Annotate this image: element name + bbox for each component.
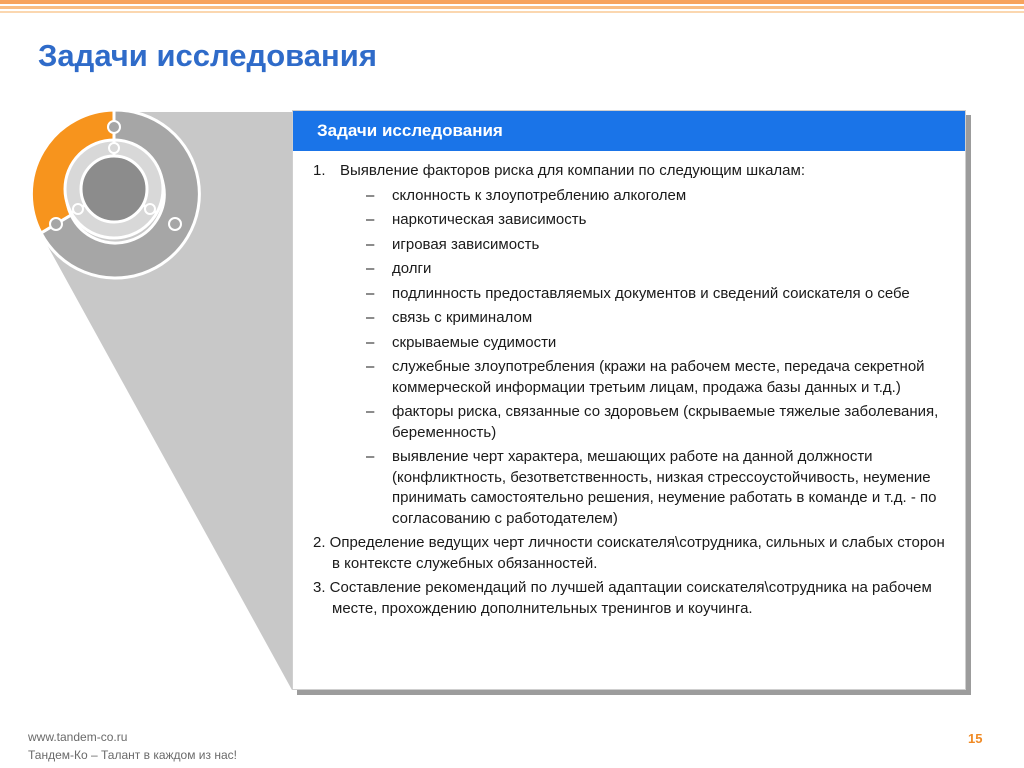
- task-item-1-number: 1.: [313, 162, 326, 179]
- subitem: – наркотическая зависимость: [366, 210, 947, 231]
- subitem-text: склонность к злоупотреблению алкоголем: [392, 186, 687, 204]
- puzzle-ring-icon: [31, 110, 199, 278]
- page-number: 15: [968, 731, 983, 746]
- subitem-text: скрываемые судимости: [392, 333, 557, 351]
- subitem: – долги: [366, 259, 947, 280]
- tasks-panel: [292, 110, 966, 690]
- subitem: – связь с криминалом: [366, 308, 947, 329]
- subitem-text: связь с криминалом: [392, 309, 533, 326]
- task-item-1: [313, 161, 947, 182]
- subitem: – факторы риска, связанные со здоровьем (скрываемые тяжелые заболевания, беременность): [366, 402, 947, 443]
- subitem-text: наркотическая зависимость: [392, 211, 587, 228]
- footer-website-link[interactable]: www.tandem-co.ru: [28, 730, 128, 744]
- subitem: – подлинность предоставляемых документов и сведений соискателя о себе: [366, 284, 947, 305]
- task-item-1-text: Выявление факторов риска для компании по следующим шкалам:: [340, 162, 805, 179]
- subitem-text: долги: [392, 260, 432, 277]
- subitem-text: выявление черт характера, мешающих работе на данной должности (конфликтность, безответственность, низкая стрессоустойчивость, неумение принимать самостоятельно решения, неумение работать в команде и т.д. - по согласованию с работодателем): [392, 448, 937, 527]
- task-item-3: 3. Составление рекомендаций по лучшей адаптации соискателя\сотрудника на рабочем месте, прохождению дополнительных тренингов и коучинга.: [313, 579, 932, 617]
- task-item-2: 2. Определение ведущих черт личности соискателя\сотрудника, сильных и слабых сторон в контексте служебных обязанностей.: [313, 534, 945, 572]
- subitem: – выявление черт характера, мешающих работе на данной должности (конфликтность, безответственность, низкая стрессоустойчивость, неумение принимать самостоятельно решения, неумение работать в команде и т.д. - по согласованию с работодателем): [366, 447, 947, 529]
- panel-header: Задачи исследования: [293, 111, 965, 151]
- footer-slogan: Тандем-Ко – Талант в каждом из нас!: [28, 748, 237, 762]
- subitem-text: игровая зависимость: [392, 235, 540, 253]
- panel-body: [293, 151, 965, 619]
- slide-title: Задачи исследования: [38, 38, 377, 73]
- subitem-text: подлинность предоставляемых документов и сведений соискателя о себе: [392, 284, 910, 302]
- subitem: – скрываемые судимости: [366, 333, 947, 354]
- subitem: – игровая зависимость: [366, 235, 947, 256]
- subitem-text: факторы риска, связанные со здоровьем (скрываемые тяжелые заболевания, беременность): [392, 403, 939, 441]
- subitem: – служебные злоупотребления (кражи на рабочем месте, передача секретной коммерческой информации третьим лицам, продажа базы данных и т.д.): [366, 357, 947, 398]
- subitem: – склонность к злоупотреблению алкоголем: [366, 186, 947, 207]
- subitem-text: служебные злоупотребления (кражи на рабочем месте, передача секретной коммерческой информации третьим лицам, продажа базы данных и т.д.): [392, 358, 925, 396]
